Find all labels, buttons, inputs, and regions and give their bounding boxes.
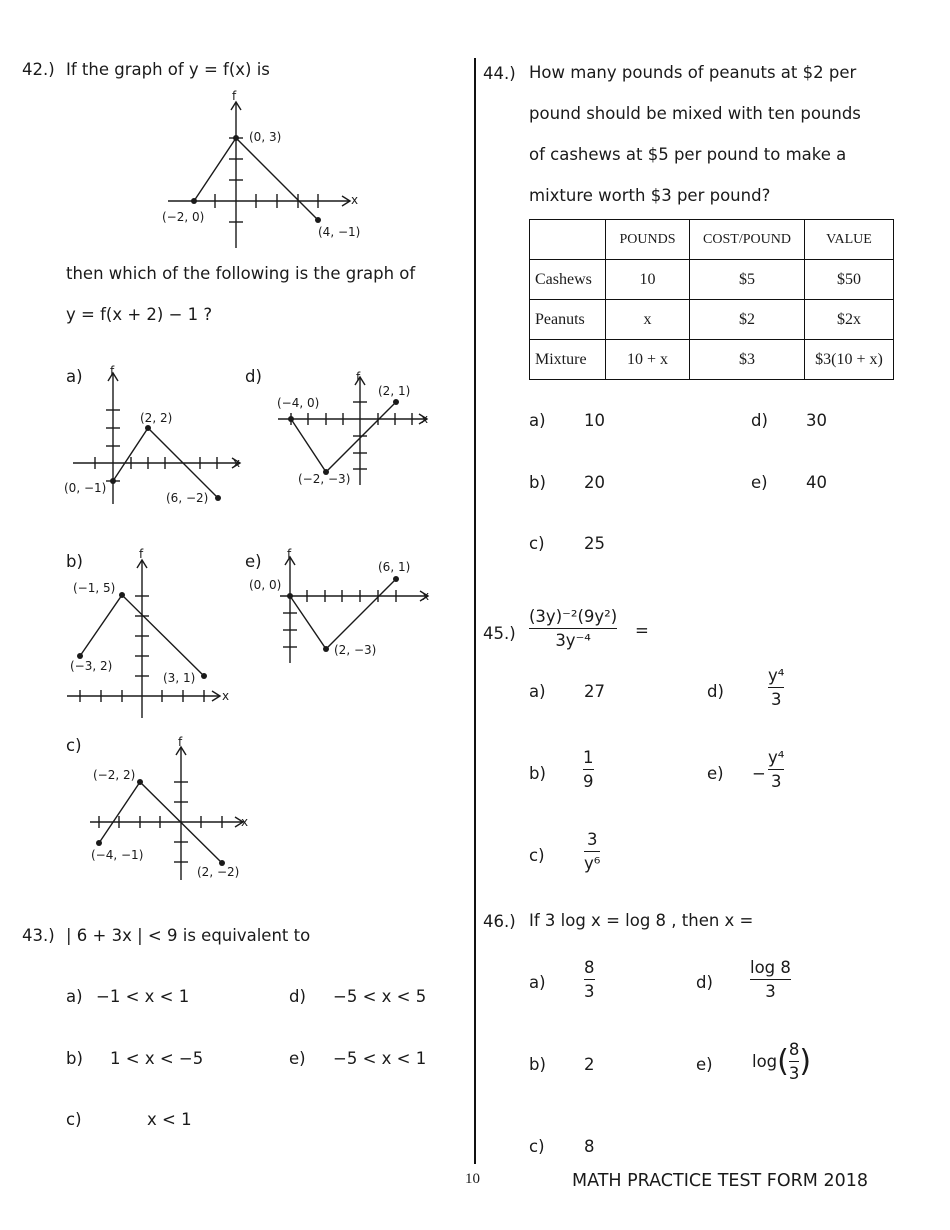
point-label: (−4, 0) (277, 396, 320, 410)
f-axis-label: f (110, 364, 115, 378)
target-function: y = f(x + 2) − 1 ? (66, 305, 213, 324)
x-axis-label: x (422, 589, 430, 603)
left-paren: ( (777, 1043, 789, 1079)
question-line: of cashews at $5 per pound to make a (529, 145, 847, 164)
option-a-graph[interactable] (60, 365, 260, 515)
option-letter[interactable]: e) (245, 552, 262, 571)
fraction-bar (750, 979, 791, 980)
option-answer[interactable]: 40 (806, 473, 827, 492)
fraction-bar (768, 687, 784, 688)
point-marker (393, 399, 399, 405)
table-header: VALUE (805, 220, 894, 260)
option-answer[interactable] (750, 958, 791, 1001)
fraction-bar (584, 851, 600, 852)
footer-title: MATH PRACTICE TEST FORM 2018 (572, 1171, 869, 1191)
table-cell: Cashews (530, 260, 606, 300)
option-answer[interactable]: 30 (806, 411, 827, 430)
point-label: (2, 1) (378, 384, 411, 398)
point-marker (96, 840, 102, 846)
option-answer[interactable]: −1 < x < 1 (96, 987, 190, 1006)
option-letter[interactable]: c) (529, 846, 545, 865)
point-marker (137, 779, 143, 785)
point-marker (315, 217, 321, 223)
graph-line (290, 579, 396, 649)
table-cell: $2 (690, 300, 805, 340)
option-letter[interactable]: b) (66, 552, 83, 571)
mixture-table (529, 219, 894, 380)
question-number: 43.) (22, 926, 55, 945)
x-axis-label: x (241, 815, 249, 829)
point-label: (−1, 5) (73, 581, 116, 595)
point-label: (−3, 2) (70, 659, 113, 673)
option-answer[interactable] (768, 666, 784, 709)
numerator: 3 (586, 830, 598, 849)
option-answer[interactable]: 20 (584, 473, 605, 492)
table-cell: $50 (805, 260, 894, 300)
original-graph (150, 90, 370, 250)
question-text: then which of the following is the graph of (66, 264, 416, 283)
option-letter[interactable]: d) (289, 987, 306, 1006)
f-axis-label: f (356, 370, 361, 384)
fraction-bar (789, 1061, 800, 1062)
table-row (530, 300, 894, 340)
table-header: POUNDS (606, 220, 690, 260)
point-label: (−4, −1) (91, 848, 144, 862)
option-letter[interactable]: c) (66, 736, 82, 755)
point-marker (288, 416, 294, 422)
option-letter[interactable]: b) (529, 1055, 546, 1074)
table-cell: $3(10 + x) (805, 340, 894, 380)
point-label: (0, −1) (64, 481, 107, 495)
f-axis-label: f (287, 547, 292, 561)
option-letter[interactable]: e) (751, 473, 768, 492)
option-letter[interactable]: d) (707, 682, 724, 701)
point-label: (2, −2) (197, 865, 240, 879)
option-letter[interactable]: d) (751, 411, 768, 430)
graph-line (291, 402, 396, 472)
question-line: How many pounds of peanuts at $2 per (529, 63, 857, 82)
question-line: mixture worth $3 per pound? (529, 186, 771, 205)
point-label: (6, −2) (166, 491, 209, 505)
f-axis-label: f (178, 735, 183, 749)
question-stem: If the graph of y = f(x) is (66, 60, 270, 79)
table-row (530, 340, 894, 380)
table-cell: $2x (805, 300, 894, 340)
numerator: (3y)⁻²(9y²) (529, 607, 618, 626)
fraction-bar (584, 979, 595, 980)
point-marker (233, 135, 239, 141)
right-paren: ) (799, 1043, 812, 1079)
option-letter[interactable]: d) (245, 367, 262, 386)
denominator: y⁶ (584, 854, 601, 873)
point-marker (110, 478, 116, 484)
denominator: 3 (770, 772, 782, 791)
f-axis-label: f (139, 547, 144, 561)
question-number: 45.) (483, 624, 516, 643)
denominator: 3 (765, 982, 776, 1001)
point-marker (191, 198, 197, 204)
point-label: (0, 0) (249, 578, 282, 592)
fraction-bar (529, 628, 617, 629)
option-letter[interactable]: c) (66, 1110, 82, 1129)
option-letter[interactable]: e) (696, 1055, 713, 1074)
table-cell: 10 + x (606, 340, 690, 380)
option-letter[interactable]: a) (529, 682, 546, 701)
table-cell: $3 (690, 340, 805, 380)
point-label: (−2, 2) (93, 768, 136, 782)
question-stem: | 6 + 3x | < 9 is equivalent to (66, 926, 311, 945)
question-line: pound should be mixed with ten pounds (529, 104, 861, 123)
denominator: 3y⁻⁴ (555, 631, 591, 650)
page-number: 10 (465, 1171, 480, 1187)
option-answer[interactable] (752, 1040, 811, 1083)
point-label: (0, 3) (249, 130, 282, 144)
denominator: 3 (788, 1064, 800, 1083)
table-cell: $5 (690, 260, 805, 300)
x-axis-label: x (222, 689, 230, 703)
option-answer[interactable] (584, 830, 600, 873)
option-answer[interactable]: 1 < x < −5 (110, 1049, 204, 1068)
option-letter[interactable]: d) (696, 973, 713, 992)
table-cell: Mixture (530, 340, 606, 380)
point-marker (287, 593, 293, 599)
option-letter[interactable]: b) (66, 1049, 83, 1068)
option-letter[interactable]: c) (529, 534, 545, 553)
numerator: 1 (583, 748, 594, 767)
numerator: log 8 (750, 958, 791, 977)
minus-sign: − (752, 764, 766, 783)
option-letter[interactable]: a) (66, 367, 83, 386)
option-letter[interactable]: c) (529, 1137, 545, 1156)
option-answer[interactable]: −5 < x < 1 (333, 1049, 427, 1068)
point-label: (4, −1) (318, 225, 361, 239)
point-label: (3, 1) (163, 671, 196, 685)
option-letter[interactable]: b) (529, 473, 546, 492)
numerator: 8 (584, 958, 595, 977)
option-answer[interactable]: 2 (584, 1055, 595, 1074)
log-prefix: log (752, 1052, 778, 1071)
table-header (530, 220, 606, 260)
option-answer[interactable]: x < 1 (147, 1110, 192, 1129)
option-answer[interactable]: 10 (584, 411, 605, 430)
question-expression (529, 607, 617, 650)
column-divider (474, 58, 476, 1164)
option-answer[interactable] (584, 958, 595, 1001)
question-number: 46.) (483, 912, 516, 931)
option-letter[interactable]: e) (289, 1049, 306, 1068)
option-answer[interactable]: 27 (584, 682, 605, 701)
point-label: (2, 2) (140, 411, 173, 425)
table-cell: 10 (606, 260, 690, 300)
option-answer[interactable]: 25 (584, 534, 605, 553)
point-label: (−2, −3) (298, 472, 351, 486)
denominator: 3 (770, 690, 782, 709)
option-answer[interactable] (768, 748, 784, 791)
table-cell: Peanuts (530, 300, 606, 340)
question-stem: If 3 log x = log 8 , then x = (529, 911, 754, 930)
table-header: COST/POUND (690, 220, 805, 260)
option-letter[interactable]: a) (529, 973, 546, 992)
fraction-bar (768, 769, 784, 770)
x-axis-label: x (421, 412, 429, 426)
point-marker (215, 495, 221, 501)
fraction-bar (583, 769, 594, 770)
point-marker (323, 646, 329, 652)
numerator: y⁴ (768, 748, 785, 767)
option-answer[interactable] (583, 748, 594, 791)
point-marker (119, 592, 125, 598)
table-cell: x (606, 300, 690, 340)
option-b-graph[interactable] (60, 548, 260, 723)
x-axis-label: x (233, 456, 241, 470)
equals-sign: = (635, 621, 649, 640)
numerator: y⁴ (768, 666, 785, 685)
f-axis-label: f (232, 89, 237, 103)
option-letter[interactable]: a) (66, 987, 83, 1006)
point-marker (201, 673, 207, 679)
option-letter[interactable]: b) (529, 764, 546, 783)
option-e-graph[interactable] (248, 545, 438, 670)
point-marker (145, 425, 151, 431)
x-axis-label: x (351, 193, 359, 207)
option-answer[interactable]: −5 < x < 5 (333, 987, 427, 1006)
question-number: 44.) (483, 64, 516, 83)
point-marker (393, 576, 399, 582)
log-fraction (789, 1040, 800, 1083)
point-label: (6, 1) (378, 560, 411, 574)
option-d-graph[interactable] (272, 365, 447, 495)
denominator: 9 (583, 772, 594, 791)
table-header-row (530, 220, 894, 260)
option-answer[interactable]: 8 (584, 1137, 595, 1156)
option-letter[interactable]: a) (529, 411, 546, 430)
point-label: (−2, 0) (162, 210, 205, 224)
question-number: 42.) (22, 60, 55, 79)
option-letter[interactable]: e) (707, 764, 724, 783)
point-label: (2, −3) (334, 643, 377, 657)
table-row (530, 260, 894, 300)
denominator: 3 (584, 982, 595, 1001)
option-c-graph[interactable] (85, 735, 265, 885)
numerator: 8 (788, 1040, 800, 1059)
